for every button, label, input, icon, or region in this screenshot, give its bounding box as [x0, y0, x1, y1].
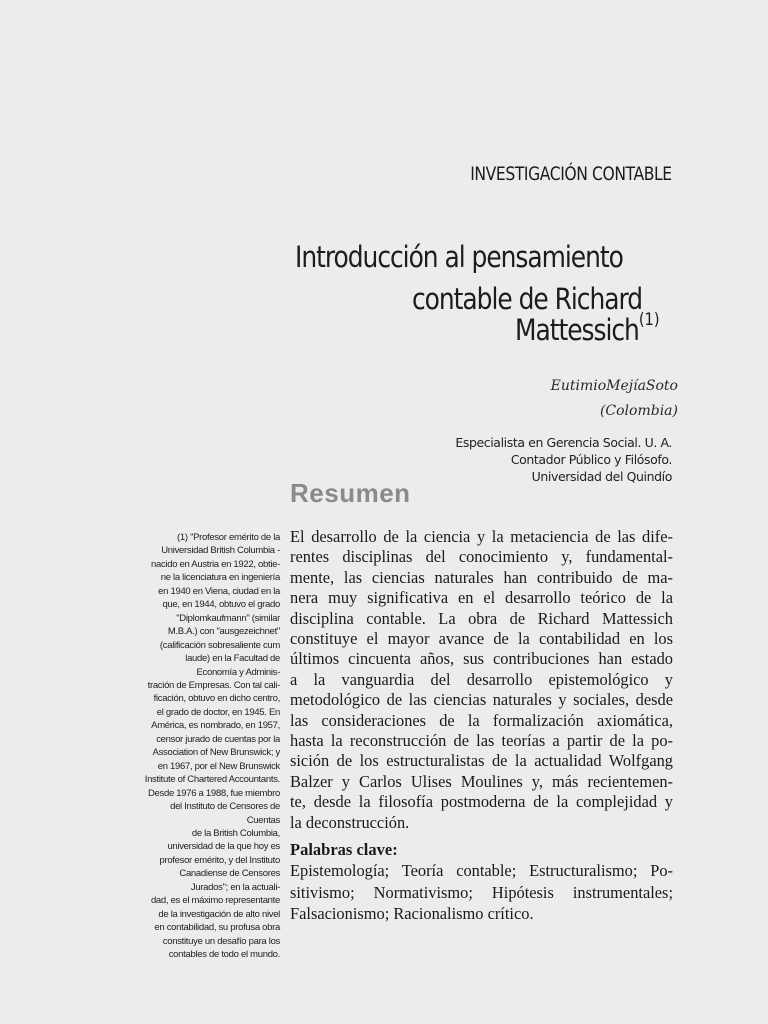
keywords-heading: Palabras clave:	[290, 840, 398, 859]
footnote-line: universidad de la que hoy es	[167, 841, 280, 853]
abstract-line: sición de los estructuralistas de la actualidad Wolfgang	[290, 751, 673, 771]
footnote-line: profesor emérito, y del Instituto	[159, 854, 280, 866]
footnote-line: ficación, obtuvo en dicho centro,	[153, 693, 280, 705]
footnote-line: ne la licenciatura en ingeniería	[160, 572, 280, 584]
abstract-line: nera muy significativa en el desarrollo teórico de la	[290, 588, 673, 608]
footnote-line: Association of New Brunswick; y	[152, 747, 280, 759]
keywords-line: Epistemología; Teoría contable; Estructuralismo; Po-	[290, 861, 673, 880]
author-country: (Colombia)	[599, 403, 678, 419]
abstract-line: la deconstrucción.	[290, 812, 410, 832]
author-block	[551, 374, 678, 424]
footnote-line: "Diplomkaufmann" (similar	[176, 612, 280, 624]
footnote-line: Desde 1976 a 1988, fue miembro	[147, 787, 280, 799]
abstract-line: rentes disciplinas del conocimiento y, fundamental-	[290, 547, 673, 567]
footnote-line: constituye un desafío para los	[162, 935, 280, 947]
title-line-3-text: Mattessich	[515, 313, 639, 347]
footnote-line: censor jurado de cuentas por la	[156, 733, 280, 745]
abstract-line: metodológico de las ciencias naturales y sociales, desde	[290, 690, 673, 710]
title-line-3	[515, 310, 660, 347]
footnote-line: contables de todo el mundo.	[168, 949, 280, 961]
title-line-2: contable de Richard	[412, 282, 643, 316]
footnote-line: de la British Columbia,	[191, 827, 280, 839]
abstract-line: mente, las ciencias naturales han contribuido de ma-	[290, 567, 673, 587]
abstract-line: hasta la reconstrucción de las teorías a partir de la po-	[290, 731, 673, 751]
footnote-line: dad, es el máximo representante	[150, 895, 280, 907]
abstract-line: El desarrollo de la ciencia y la metaciencia de las dife-	[290, 527, 673, 546]
footnote-line: tración de Empresas. Con tal cali-	[147, 679, 280, 691]
abstract-line: te, desde la filosofía postmoderna de la complejidad y	[290, 792, 673, 812]
footnote-line: del Instituto de Censores de	[170, 801, 280, 813]
credential-line: Especialista en Gerencia Social. U. A.	[455, 435, 672, 450]
resumen-heading: Resumen	[290, 478, 411, 508]
footnote-line: Economía y Adminis-	[196, 666, 280, 678]
footnote-line: M.B.A.) con "ausgezeichnet"	[167, 626, 280, 638]
footnote-line: el grado de doctor, en 1945. En	[156, 706, 280, 718]
footnote-line: Canadiense de Censores	[179, 868, 280, 880]
abstract-line: disciplina contable. La obra de Richard Mattessich	[290, 608, 673, 628]
footnote-line: América, es nombrado, en 1957,	[151, 720, 280, 732]
footnote-line: de la investigación de alto nivel	[158, 908, 280, 920]
author-credentials	[455, 434, 672, 485]
abstract-line: últimos cincuenta años, sus contribuciones han estado	[290, 649, 673, 669]
footnote-line: laude) en la Facultad de	[185, 653, 280, 665]
abstract-line: Balzer y Carlos Ulises Moulines y, más recientemen-	[290, 771, 673, 791]
keywords-line: Falsacionismo; Racionalismo crítico.	[290, 904, 534, 923]
keywords-body	[290, 860, 673, 925]
credential-line: Universidad del Quindío	[531, 469, 672, 484]
abstract-line: constituye el mayor avance de la contabilidad en los	[290, 629, 673, 649]
abstract-line: a la vanguardia del desarrollo epistemológico y	[290, 669, 673, 689]
footnote-line: nacido en Austria en 1922, obtie-	[150, 558, 280, 570]
section-label: INVESTIGACIÓN CONTABLE	[470, 163, 672, 185]
keywords-line: sitivismo; Normativismo; Hipótesis instrumentales;	[290, 882, 673, 902]
footnote-line: en 1940 en Viena, ciudad en la	[158, 585, 280, 597]
footnote-line: (calificación sobresaliente cum	[159, 639, 280, 651]
footnote-line: que, en 1944, obtuvo el grado	[162, 599, 280, 611]
biographical-footnote	[112, 531, 280, 962]
footnote-line: en 1967, por el New Brunswick	[157, 760, 280, 772]
footnote-line: Universidad British Columbia -	[161, 545, 280, 557]
abstract-line: las consideraciones de la formalización axiomática,	[290, 710, 673, 730]
footnote-line: Jurados"; en la actuali-	[190, 881, 280, 893]
abstract-body	[290, 527, 673, 833]
footnote-line: Cuentas	[246, 814, 280, 826]
title-line-1: Introducción al pensamiento	[295, 240, 623, 274]
footnote-line: (1) "Profesor emérito de la	[177, 532, 280, 543]
footnote-line: en contabilidad, su profusa obra	[154, 922, 280, 934]
footnote-line: Institute of Chartered Accountants.	[144, 774, 280, 786]
title-footnote-ref: (1)	[638, 310, 660, 331]
author-name: EutimioMejíaSoto	[550, 378, 678, 394]
credential-line: Contador Público y Filósofo.	[510, 452, 672, 467]
